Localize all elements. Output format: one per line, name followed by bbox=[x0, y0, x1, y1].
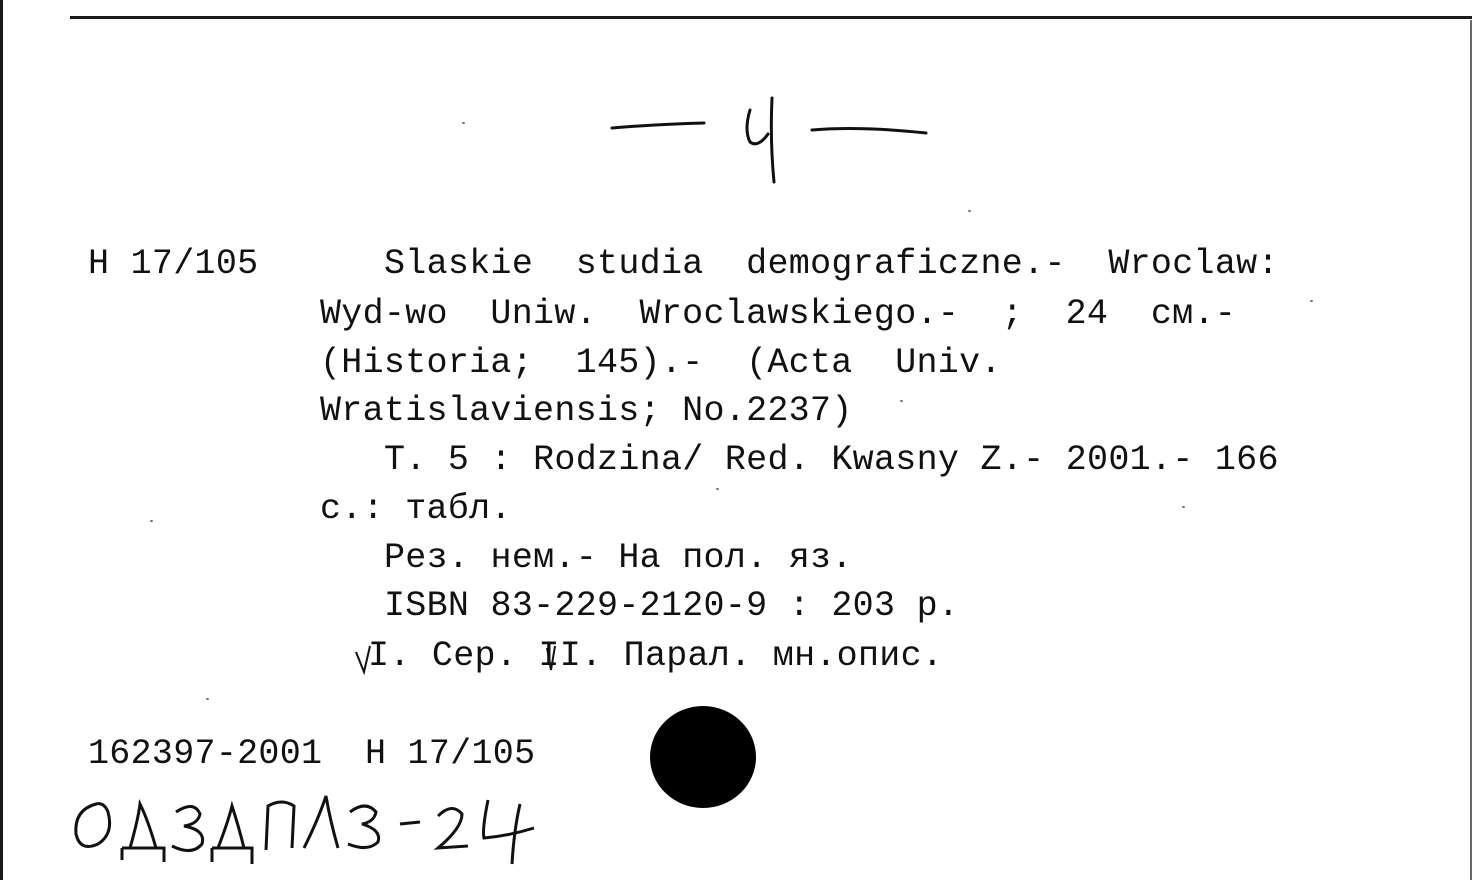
handwritten-code bbox=[68, 790, 548, 880]
description-line-5: T. 5 : Rodzina/ Red. Kwasny Z.- 2001.- 166 bbox=[384, 440, 1279, 480]
description-line-7: Рез. нем.- На пол. яз. bbox=[384, 538, 853, 578]
description-line-9: I. Сер. II. Парал. мн.опис. bbox=[368, 636, 944, 676]
scan-speck bbox=[206, 698, 209, 700]
scan-speck bbox=[150, 520, 153, 522]
accession-number: 162397-2001 H 17/105 bbox=[88, 734, 536, 774]
shelfmark: H 17/105 bbox=[88, 244, 259, 284]
description-line-6: с.: табл. bbox=[320, 489, 512, 529]
description-line-1: Slaskie studia demograficzne.- Wroclaw: bbox=[384, 244, 1279, 284]
scan-speck bbox=[1182, 506, 1185, 508]
scan-speck bbox=[968, 210, 971, 212]
scan-speck bbox=[462, 122, 465, 124]
scan-speck bbox=[900, 400, 903, 402]
scan-speck bbox=[716, 488, 719, 490]
punch-hole bbox=[650, 706, 756, 808]
description-line-3: (Historia; 145).- (Acta Univ. bbox=[320, 343, 1002, 383]
handwritten-page-number bbox=[600, 90, 940, 200]
card-top-edge bbox=[70, 16, 1472, 19]
scan-speck bbox=[1310, 300, 1313, 302]
description-line-8: ISBN 83-229-2120-9 : 203 р. bbox=[384, 586, 960, 626]
description-line-2: Wyd-wo Uniw. Wroclawskiego.- ; 24 см.- bbox=[320, 294, 1237, 334]
description-line-4: Wratislaviensis; No.2237) bbox=[320, 391, 853, 431]
card-left-edge bbox=[0, 0, 3, 880]
